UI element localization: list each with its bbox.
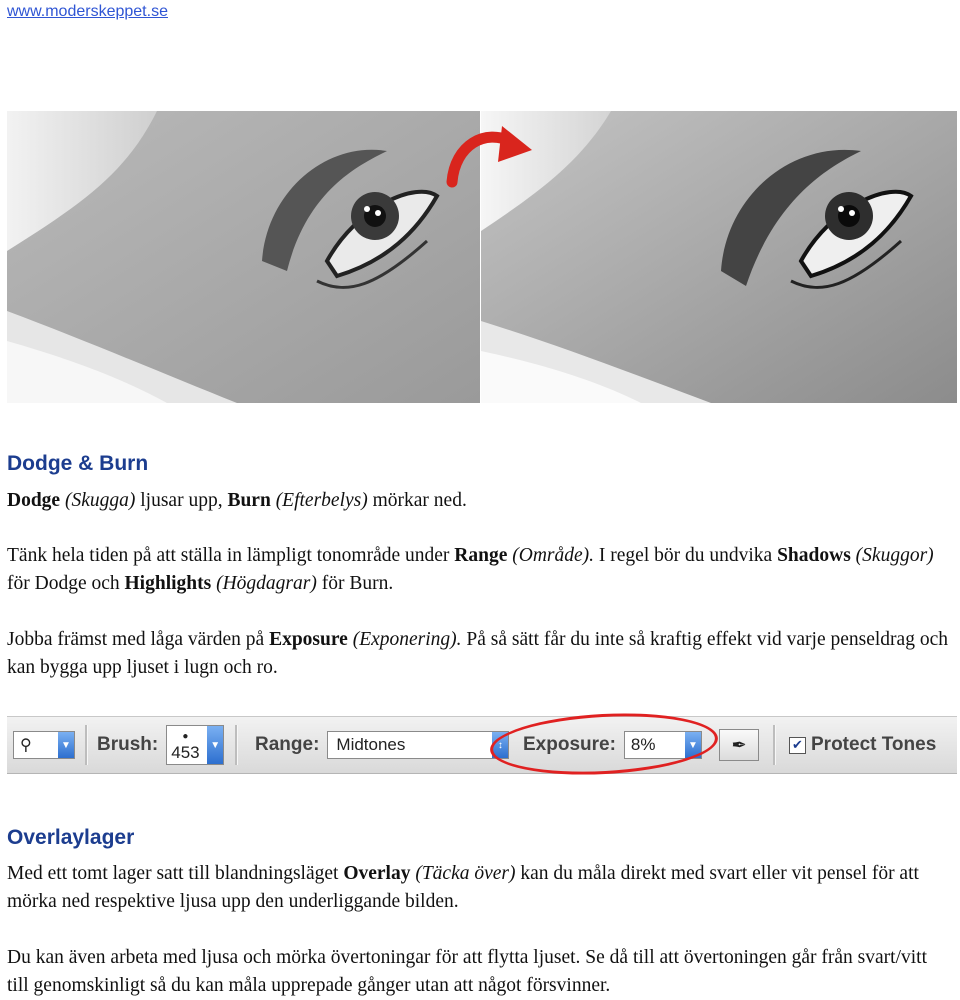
brush-label: Brush: <box>97 734 159 755</box>
dodge-tool-options-bar <box>7 716 957 774</box>
brush-picker[interactable] <box>166 725 224 765</box>
range-select[interactable] <box>327 731 509 759</box>
paragraph-gradient-advice: Du kan även arbeta med ljusa och mörka övertoningar för att flytta ljuset. Se då till att övertoningen går från svart/vitt till genomskinligt så du kan måla upprepade gånger utan att något försvinner. <box>7 947 928 996</box>
toolbar-divider <box>85 725 88 765</box>
toolbar-divider <box>235 725 238 765</box>
protect-tones-checkbox[interactable]: ✔ <box>789 737 806 754</box>
chevron-down-icon: ▼ <box>685 732 701 758</box>
range-select-value: Midtones <box>336 735 406 754</box>
tool-preset-picker[interactable] <box>13 731 75 759</box>
chevron-down-icon: ▼ <box>207 726 223 764</box>
after-photo <box>481 111 957 403</box>
paragraph-exposure-advice: Jobba främst med låga värden på Exposure (Exponering). På så sätt får du inte så kraftig effekt vid varje penseldrag och kan bygga upp ljuset i lugn och ro. <box>7 629 948 678</box>
dodge-tool-icon: ⚲ <box>20 737 32 754</box>
paragraph-overlay-intro: Med ett tomt lager satt till blandningsläget Overlay (Täcka över) kan du måla direkt med svart eller vit pensel för att mörka ned respektive ljusa upp den underliggande bilden. <box>7 863 919 912</box>
airbrush-button[interactable] <box>719 729 759 761</box>
chevron-updown-icon: ↕ <box>492 732 508 758</box>
paragraph-dodge-burn-intro: Dodge (Skugga) ljusar upp, Burn (Efterbelys) mörkar ned. <box>7 490 467 511</box>
brush-size-value: 453 <box>171 743 200 762</box>
before-photo <box>7 111 480 403</box>
brush-tip-icon: ● <box>182 731 189 742</box>
toolbar-divider <box>773 725 776 765</box>
paragraph-range-advice: Tänk hela tiden på att ställa in lämpligt tonområde under Range (Område). I regel bör du undvika Shadows (Skuggor) för Dodge och Highlights (Högdagrar) för Burn. <box>7 545 934 594</box>
site-link[interactable]: www.moderskeppet.se <box>7 3 168 20</box>
protect-tones-label: Protect Tones <box>811 734 937 755</box>
range-label: Range: <box>255 734 320 755</box>
chevron-down-icon: ▼ <box>58 732 74 758</box>
section-heading-overlay: Overlaylager <box>7 826 135 849</box>
section-heading-dodge-burn: Dodge & Burn <box>7 452 149 475</box>
airbrush-icon: ✒ <box>731 734 747 755</box>
curved-arrow-icon <box>440 120 540 190</box>
exposure-value: 8% <box>630 735 656 754</box>
exposure-label: Exposure: <box>523 734 616 755</box>
